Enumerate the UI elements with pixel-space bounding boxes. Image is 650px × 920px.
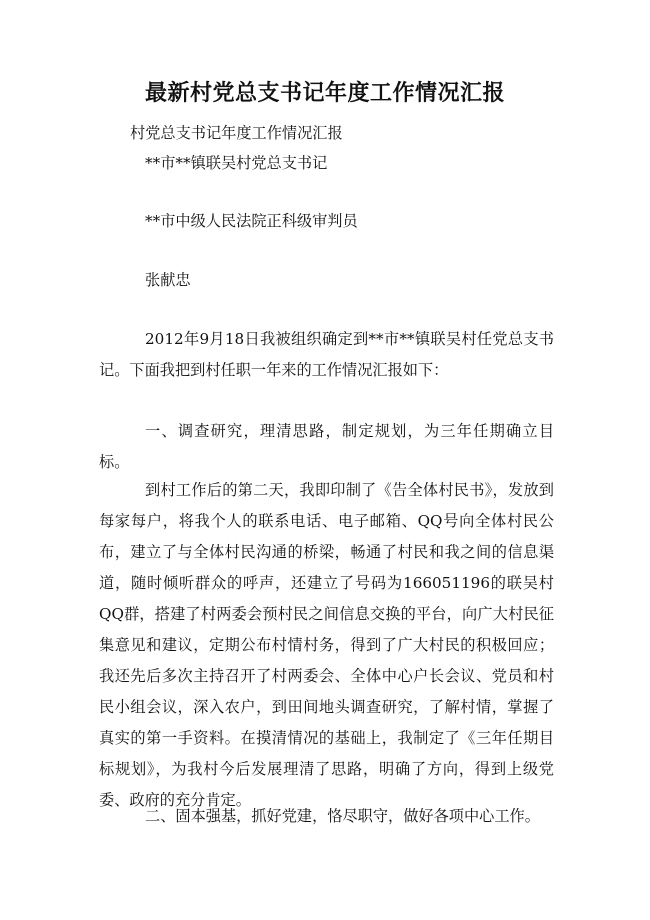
author-name: 张献忠 bbox=[145, 271, 191, 289]
document-title: 最新村党总支书记年度工作情况汇报 bbox=[144, 80, 505, 106]
author-position-court: **市中级人民法院正科级审判员 bbox=[145, 212, 358, 230]
section-heading-one: 一、调查研究，理清思路，制定规划，为三年任期确立目标。 bbox=[99, 422, 554, 471]
paragraph-section-one-body: 到村工作后的第二天，我即印制了《告全体村民书》，发放到每家每户，将我个人的联系电话、电子邮箱、QQ号向全体村民公布，建立了与全体村民沟通的桥梁，畅通了村民和我之间的信息渠道，随时倾听群众的呼声，还建立了号码为166051196的联吴村QQ群，搭建了村两委会预村民之间信息交换的平台，向广大村民征集意见和建议，定期公布村情村务，得到了广大村民的积极回应；我还先后多次主持召开了村两委会、全体中心户长会议、党员和村民小组会议，深入农户，到田间地头调查研究，了解村情，掌握了真实的第一手资料。在摸清情况的基础上，我制定了《三年任期目标规划》，为我村今后发展理清了思路，明确了方向，得到上级党委、政府的充分肯定。 bbox=[99, 481, 554, 809]
document-subtitle: 村党总支书记年度工作情况汇报 bbox=[130, 124, 343, 142]
author-position-town: **市**镇联吴村党总支书记 bbox=[145, 154, 328, 172]
paragraph-intro: 2012年9月18日我被组织确定到**市**镇联吴村任党总支书记。下面我把到村任职一年来的工作情况汇报如下： bbox=[99, 330, 554, 379]
section-heading-two: 二、固本强基，抓好党建，恪尽职守，做好各项中心工作。 bbox=[145, 807, 540, 825]
